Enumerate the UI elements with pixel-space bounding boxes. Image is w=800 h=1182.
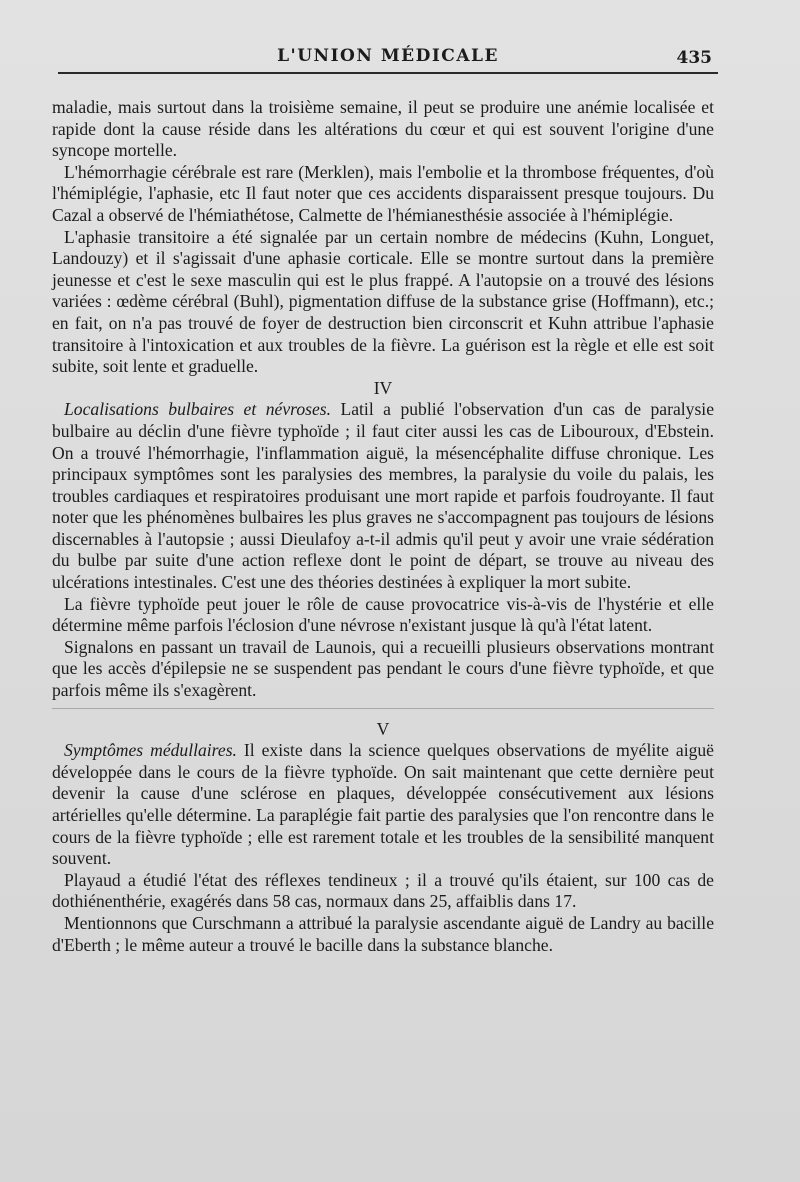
section-divider	[52, 708, 714, 709]
paragraph-reflexes: Playaud a étudié l'état des réflexes tendineux ; il a trouvé qu'ils étaient, sur 100 cas de dothiénenthérie, exagérés dans 58 cas, normaux dans 25, affaiblis dans 17.	[52, 869, 714, 912]
paragraph-continuation: maladie, mais surtout dans la troisième semaine, il peut se produire une anémie localisée et rapide dont la cause réside dans les altérations du cœur et qui est souvent l'origine d'une syncope mortelle.	[52, 97, 714, 161]
paragraph-aphasie: L'aphasie transitoire a été signalée par un certain nombre de médecins (Kuhn, Longuet, Landouzy) et il s'agissait d'une aphasie corticale. Elle se montre surtout dans la première jeunesse et c'est le sexe masculin qui est le plus frappé. A l'autopsie on a trouvé des lésions variées : œdème cérébral (Buhl), pigmentation diffuse de la substance grise (Hoffmann), etc.; en fait, on n'a pas trouvé de foyer de destruction bien circonscrit et Kuhn attribue l'aphasie transitoire à l'intoxication et aux troubles de la fièvre. La guérison est la règle et elle est soit subite, soit lente et graduelle.	[52, 226, 714, 377]
section-title-localisations: Localisations bulbaires et névroses.	[64, 399, 332, 420]
paragraph-hysterie: La fièvre typhoïde peut jouer le rôle de cause provocatrice vis-à-vis de l'hystérie et elle détermine même parfois l'éclosion d'une névrose n'existant jusque là qu'à l'état latent.	[52, 593, 714, 636]
paragraph-localisations	[52, 399, 714, 593]
page-header	[58, 44, 718, 74]
section-title-medullaires: Symptômes médullaires.	[64, 740, 237, 761]
paragraph-localisations-text: Latil a publié l'observation d'un cas de paralysie bulbaire au déclin d'une fièvre typhoïde ; il faut citer aussi les cas de Libouroux, d'Ebstein. On a trouvé l'hémorrhagie, l'inflammation aiguë, la mésencéphalite diffuse chronique. Les principaux symptômes sont les paralysies des membres, la paralysie du voile du palais, les troubles cardiaques et respiratoires produisant une mort rapide et parfois foudroyante. Il faut noter que les phénomènes bulbaires les plus graves ne s'accompagnent pas toujours de lésions discernables à l'autopsie ; aussi Dieulafoy a-t-il admis qu'il peut y avoir une vraie sédération du bulbe par suite d'une action reflexe dont le point de départ, se trouve au niveau des ulcérations intestinales. C'est une des théories destinées à expliquer la mort subite.	[52, 399, 714, 593]
section-heading-iv: IV	[373, 377, 393, 398]
paragraph-hemorrhagie: L'hémorrhagie cérébrale est rare (Merklen), mais l'embolie et la thrombose fréquentes, d'où l'hémiplégie, l'aphasie, etc Il faut noter que ces accidents disparaissent presque toujours. Du Cazal a observé de l'hémiathétose, Calmette de l'hémianesthésie associée à l'hémiplégie.	[52, 161, 714, 225]
header-rule	[58, 72, 718, 74]
running-title: L'UNION MÉDICALE	[277, 46, 499, 66]
paragraph-medullaires	[52, 740, 714, 870]
paragraph-curschmann: Mentionnons que Curschmann a attribué la paralysie ascendante aiguë de Landry au bacille d'Eberth ; le même auteur a trouvé le bacille dans la substance blanche.	[52, 912, 714, 955]
paragraph-epilepsie: Signalons en passant un travail de Launois, qui a recueilli plusieurs observations montrant que les accès d'épilepsie ne se suspendent pas pendant le cours d'une fièvre typhoïde, et que parfois même ils s'exagèrent.	[52, 636, 714, 701]
page-body	[52, 97, 714, 956]
section-heading-v: V	[376, 718, 390, 739]
page-number: 435	[676, 48, 712, 68]
paragraph-medullaires-text: Il existe dans la science quelques observations de myélite aiguë développée dans le cours de la fièvre typhoïde. On sait maintenant que cette dernière peut devenir la cause d'une sclérose en plaques, développée consécutivement aux lésions artérielles qu'elle détermine. La paraplégie fait partie des paralysies que l'on rencontre dans le cours de la fièvre typhoïde ; elle est rarement totale et les troubles de la sensibilité manquent souvent.	[52, 740, 714, 869]
